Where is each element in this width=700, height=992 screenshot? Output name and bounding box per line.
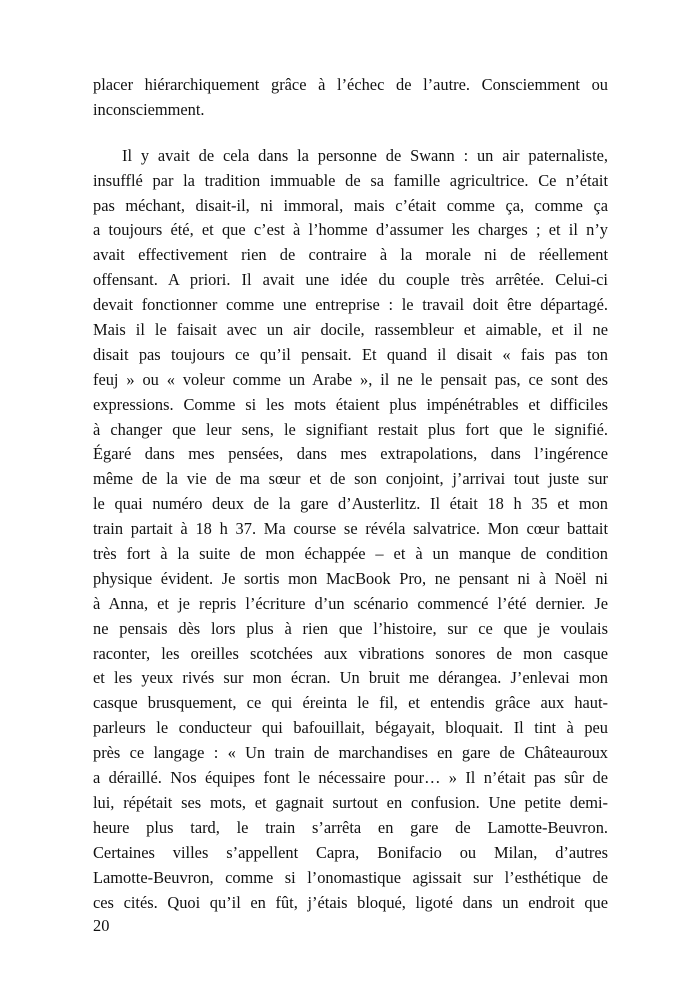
text-line: parleurs le conducteur qui bafouillait, bégayait, bloquait. Il tint à peu [93, 718, 608, 738]
text-line: près ce langage : « Un train de marchandises en gare de Châteauroux [93, 743, 608, 763]
text-line: avait effectivement rien de contraire à la morale ni de réellement [93, 245, 608, 265]
text-line: train partait à 18 h 37. Ma course se révéla salvatrice. Mon cœur battait [93, 519, 608, 539]
text-line: lui, répétait ses mots, et gagnait surtout en confusion. Une petite demi- [93, 792, 608, 812]
text-line: inconsciemment. [93, 99, 205, 119]
page-body [93, 73, 608, 915]
text-line: ces cités. Quoi qu’il en fût, j’étais bloqué, ligoté dans un endroit que [93, 892, 608, 912]
text-line: Mais il le faisait avec un air docile, rassembleur et aimable, et il ne [93, 320, 608, 340]
text-line: Il y avait de cela dans la personne de Swann : un air paternaliste, [122, 145, 608, 165]
text-line: disait pas toujours ce qu’il pensait. Et quand il disait « fais pas ton [93, 344, 608, 364]
text-line: a déraillé. Nos équipes font le nécessaire pour… » Il n’était pas sûr de [93, 768, 608, 788]
text-line: heure plus tard, le train s’arrêta en gare de Lamotte-Beuvron. [93, 817, 608, 837]
text-line: feuj » ou « voleur comme un Arabe », il ne le pensait pas, ce sont des [93, 369, 608, 389]
text-line: et les yeux rivés sur mon écran. Un bruit me dérangea. J’enlevai mon [93, 668, 608, 688]
text-line: même de la vie de ma sœur et de son conjoint, j’arrivai tout juste sur [93, 469, 608, 489]
text-line: à changer que leur sens, le signifiant restait plus fort que le signifié. [93, 419, 608, 439]
page-number: 20 [93, 916, 110, 935]
text-line: Lamotte-Beuvron, comme si l’onomastique agissait sur l’esthétique de [93, 867, 608, 887]
paragraph [93, 73, 608, 123]
text-line: très fort à la suite de mon échappée – et à un manque de condition [93, 544, 608, 564]
text-line: placer hiérarchiquement grâce à l’échec de l’autre. Consciemment ou [93, 75, 608, 94]
text-line: devait fonctionner comme une entreprise : le travail doit être départagé. [93, 295, 608, 315]
text-line: casque brusquement, ce qui éreinta le fil, et entendis grâce aux haut- [93, 693, 608, 713]
text-line: à Anna, et je repris l’écriture d’un scénario commencé l’été dernier. Je [93, 593, 608, 613]
text-line: ne pensais dès lors plus à rien que l’histoire, sur ce que je voulais [93, 618, 608, 638]
text-line: physique évident. Je sortis mon MacBook Pro, ne pensant ni à Noël ni [93, 568, 608, 588]
text-line: expressions. Comme si les mots étaient plus impénétrables et difficiles [93, 394, 608, 414]
text-line: le quai numéro deux de la gare d’Austerlitz. Il était 18 h 35 et mon [93, 494, 608, 514]
paragraph-gap [93, 123, 608, 144]
text-line: Certaines villes s’appellent Capra, Bonifacio ou Milan, d’autres [93, 842, 608, 862]
text-line: insufflé par la tradition immuable de sa famille agricultrice. Ce n’était [93, 170, 608, 190]
text-line: raconter, les oreilles scotchées aux vibrations sonores de mon casque [93, 643, 608, 663]
text-line: pas méchant, disait-il, ni immoral, mais c’était comme ça, comme ça [93, 195, 608, 215]
text-line: a toujours été, et que c’est à l’homme d’assumer les charges ; et il n’y [93, 220, 608, 240]
text-line: Égaré dans mes pensées, dans mes extrapolations, dans l’ingérence [93, 444, 608, 464]
text-line: offensant. A priori. Il avait une idée du couple très arrêtée. Celui-ci [93, 270, 608, 290]
paragraph [93, 144, 608, 916]
